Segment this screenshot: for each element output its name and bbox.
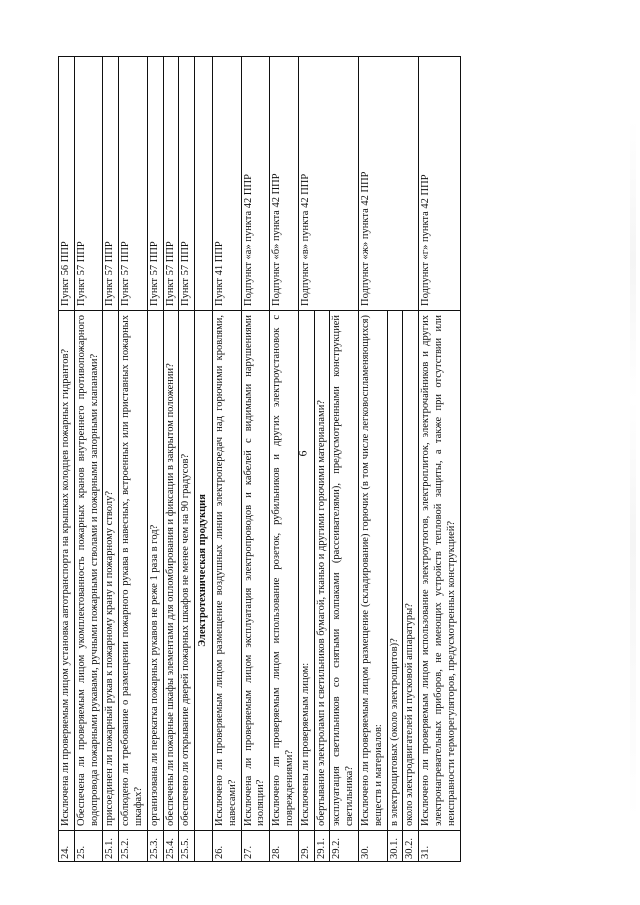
row-question: Исключено ли проверяемым лицом использование электроутюгов, электроплиток, электрочайников и других электронагревательных приборов, не имеющих устройств тепловой защиты, а также при отсутствии или неисправности терморегуляторов, предусмотренных конструкцией? [419,311,460,831]
row-question: эксплуатация светильников со снятыми колпаками (рассеивателями), предусмотренными конструкцией светильника? [330,311,359,831]
row-number: 24. [59,831,75,862]
table-row [119,57,148,862]
row-question: обеспечены ли пожарные шкафы элементами для опломбирования и фиксации в закрытом положении? [163,311,179,831]
row-reference: Подпункт «в» пункта 42 ППР [298,57,358,311]
row-number: 28. [270,831,299,862]
row-reference: Пункт 57 ППР [119,57,148,311]
row-question: Исключена ли проверяемым лицом установка автотранспорта на крышках колодцев пожарных гидрантов? [59,311,75,831]
row-number: 30. [358,831,387,862]
table-row [103,57,119,862]
row-reference: Подпункт «ж» пункта 42 ППР [358,57,418,311]
table-row [163,57,179,862]
row-number: 29.2. [330,831,359,862]
row-question: организована ли перекатка пожарных рукавов не реже 1 раза в год? [147,311,163,831]
row-number: 25.4. [163,831,179,862]
row-reference: Пункт 41 ППР [212,57,241,311]
row-number: 31. [419,831,460,862]
table-row [212,57,241,862]
row-number: 25.2. [119,831,148,862]
row-number: 25. [74,831,103,862]
table-row [179,57,195,862]
row-number: 25.3. [147,831,163,862]
row-reference: Пункт 57 ППР [147,57,163,311]
row-reference: Пункт 57 ППР [163,57,179,311]
row-reference: Подпункт «б» пункта 42 ППР [270,57,299,311]
row-number: 25.1. [103,831,119,862]
row-question: Исключены ли проверяемым лицом: [298,311,314,831]
table-row [74,57,103,862]
row-reference: Подпункт «а» пункта 42 ППР [241,57,270,311]
row-question: обертывание электроламп и светильников бумагой, тканью и другими горючими материалами? [314,311,330,831]
row-number: 29. [298,831,314,862]
table-row [358,57,387,862]
row-question: присоединен ли пожарный рукав к пожарному крану и пожарному стволу? [103,311,119,831]
row-number: 30.2. [403,831,419,862]
section-header-row [195,57,213,862]
row-question: Исключена ли проверяемым лицом эксплуатация электропроводов и кабелей с видимыми нарушениями изоляции? [241,311,270,831]
table-row [59,57,75,862]
row-reference: Пункт 57 ППР [74,57,103,311]
section-title: Электротехническая продукция [195,311,213,831]
row-reference: Пункт 57 ППР [103,57,119,311]
table-row [298,57,314,862]
row-question: обеспечено ли открывание дверей пожарных шкафов не менее чем на 90 градусов? [179,311,195,831]
row-number: 26. [212,831,241,862]
table-row [419,57,460,862]
table-row [147,57,163,862]
section-reference-cell [195,57,213,311]
row-question: Исключено ли проверяемым лицом использование розеток, рубильников и других электроустановок с повреждениями? [270,311,299,831]
row-number: 25.5. [179,831,195,862]
section-number-cell [195,831,213,862]
checklist-table [58,56,461,862]
row-question: около электродвигателей и пусковой аппаратуры? [403,311,419,831]
row-reference: Пункт 57 ППР [179,57,195,311]
checklist-page [58,57,578,862]
table-row [270,57,299,862]
row-reference: Подпункт «г» пункта 42 ППР [419,57,460,311]
row-question: соблюдено ли требование о размещении пожарного рукава в навесных, встроенных или приставных пожарных шкафах? [119,311,148,831]
row-question: Исключено ли проверяемым лицом размещение воздушных линии электропередач над горючими кровлями, навесами? [212,311,241,831]
row-number: 30.1. [387,831,403,862]
row-number: 27. [241,831,270,862]
row-reference: Пункт 56 ППР [59,57,75,311]
row-question: Исключено ли проверяемым лицом размещение (складирование) горючих (в том числе легковоспламеняющихся) веществ и материалов: [358,311,387,831]
row-number: 29.1. [314,831,330,862]
row-question: в электрощитовых (около электрощитов)? [387,311,403,831]
page-number: 6 [295,450,310,457]
scan-edge-shadow [630,120,636,820]
row-question: Обеспечена ли проверяемым лицом укомплектованность пожарных кранов внутреннего противопожарного водопровода пожарными рукавами, ручными пожарными стволами и пожарными запорными клапанами? [74,311,103,831]
table-row [241,57,270,862]
